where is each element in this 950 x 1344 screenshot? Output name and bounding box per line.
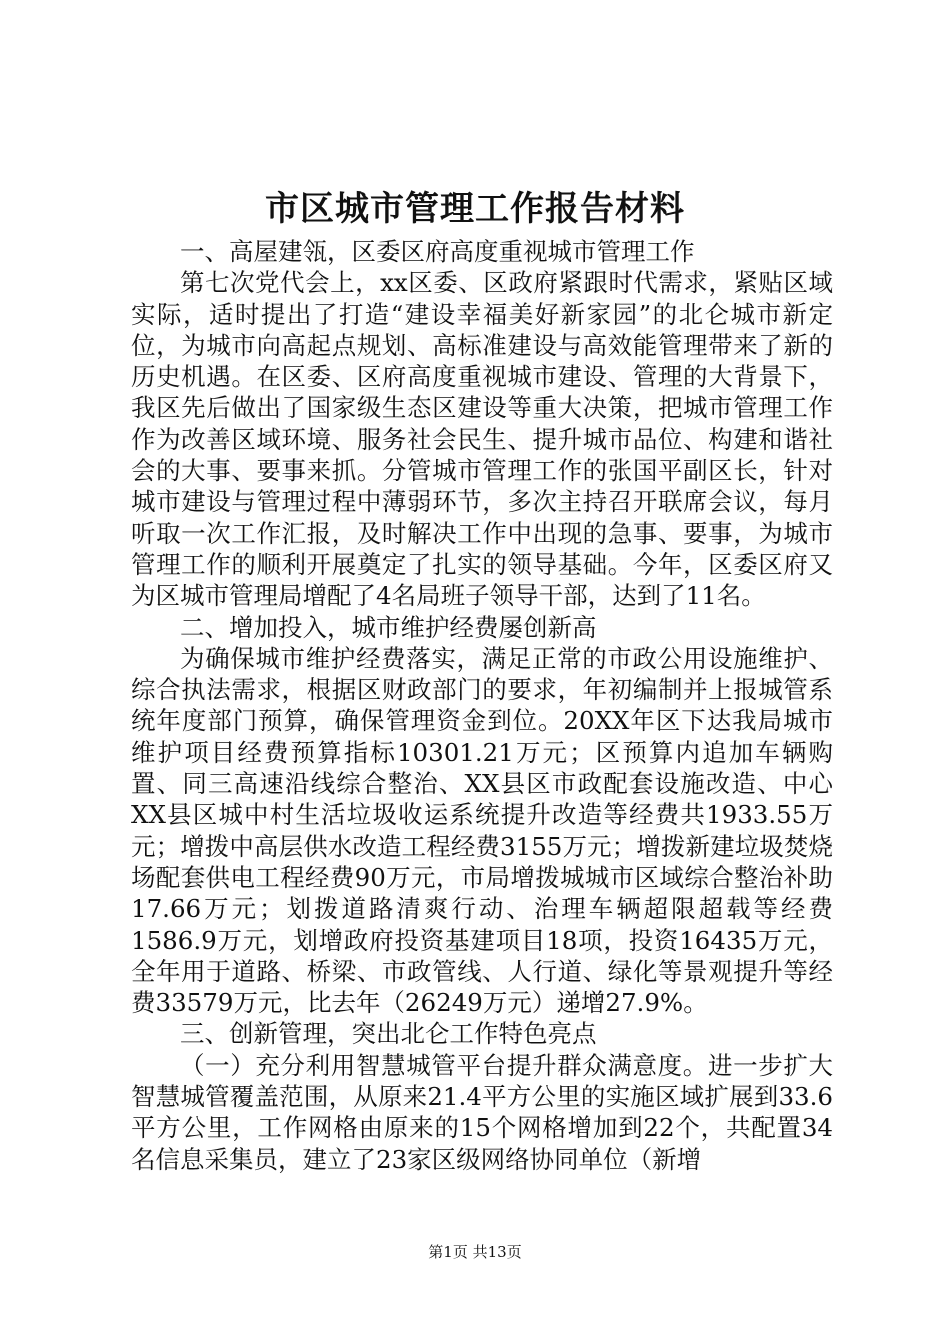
section-heading-2: 二、增加投入，城市维护经费屡创新高: [180, 612, 597, 642]
paragraph-1: 第七次党代会上，xx区委、区政府紧跟时代需求，紧贴区域实际，适时提出了打造“建设幸福美好新家园”的北仑城市新定位，为城市向高起点规划、高标准建设与高效能管理带来了新的历史机遇。在区委、区府高度重视城市建设、管理的大背景下，我区先后做出了国家级生态区建设等重大决策，把城市管理工作作为改善区域环境、服务社会民生、提升城市品位、构建和谐社会的大事、要事来抓。分管城市管理工作的张国平副区长，针对城市建设与管理过程中薄弱环节，多次主持召开联席会议，每月听取一次工作汇报，及时解决工作中出现的急事、要事，为城市管理工作的顺利开展奠定了扎实的领导基础。今年，区委区府又为区城市管理局增配了4名局班子领导干部，达到了11名。: [131, 268, 833, 611]
document-body: [131, 236, 833, 1175]
page-footer: 第1页 共13页: [428, 1243, 522, 1261]
document-title: 市区城市管理工作报告材料: [265, 189, 685, 229]
section-heading-1: 一、高屋建瓴，区委区府高度重视城市管理工作: [180, 237, 695, 266]
section-heading-3: 三、创新管理，突出北仑工作特色亮点: [180, 1019, 597, 1049]
paragraph-2: 为确保城市维护经费落实，满足正常的市政公用设施维护、综合执法需求，根据区财政部门的要求，年初编制并上报城管系统年度部门预算，确保管理资金到位。20XX年区下达我局城市维护项目经费预算指标10301.21万元；区预算内追加车辆购置、同三高速沿线综合整治、XX县区市政配套设施改造、中心XX县区城中村生活垃圾收运系统提升改造等经费共1933.55万元；增拨中高层供水改造工程经费3155万元；增拨新建垃圾焚烧场配套供电工程经费90万元，市局增拨城城市区域综合整治补助17.66万元；划拨道路清爽行动、治理车辆超限超载等经费1586.9万元，划增政府投资基建项目18项，投资16435万元，全年用于道路、桥梁、市政管线、人行道、绿化等景观提升等经费33579万元，比去年（26249万元）递增27.9%。: [131, 643, 833, 1018]
paragraph-3: （一）充分利用智慧城管平台提升群众满意度。进一步扩大智慧城管覆盖范围，从原来21.4平方公里的实施区域扩展到33.6平方公里，工作网格由原来的15个网格增加到22个，共配置34名信息采集员，建立了23家区级网络协同单位（新增: [131, 1050, 833, 1174]
